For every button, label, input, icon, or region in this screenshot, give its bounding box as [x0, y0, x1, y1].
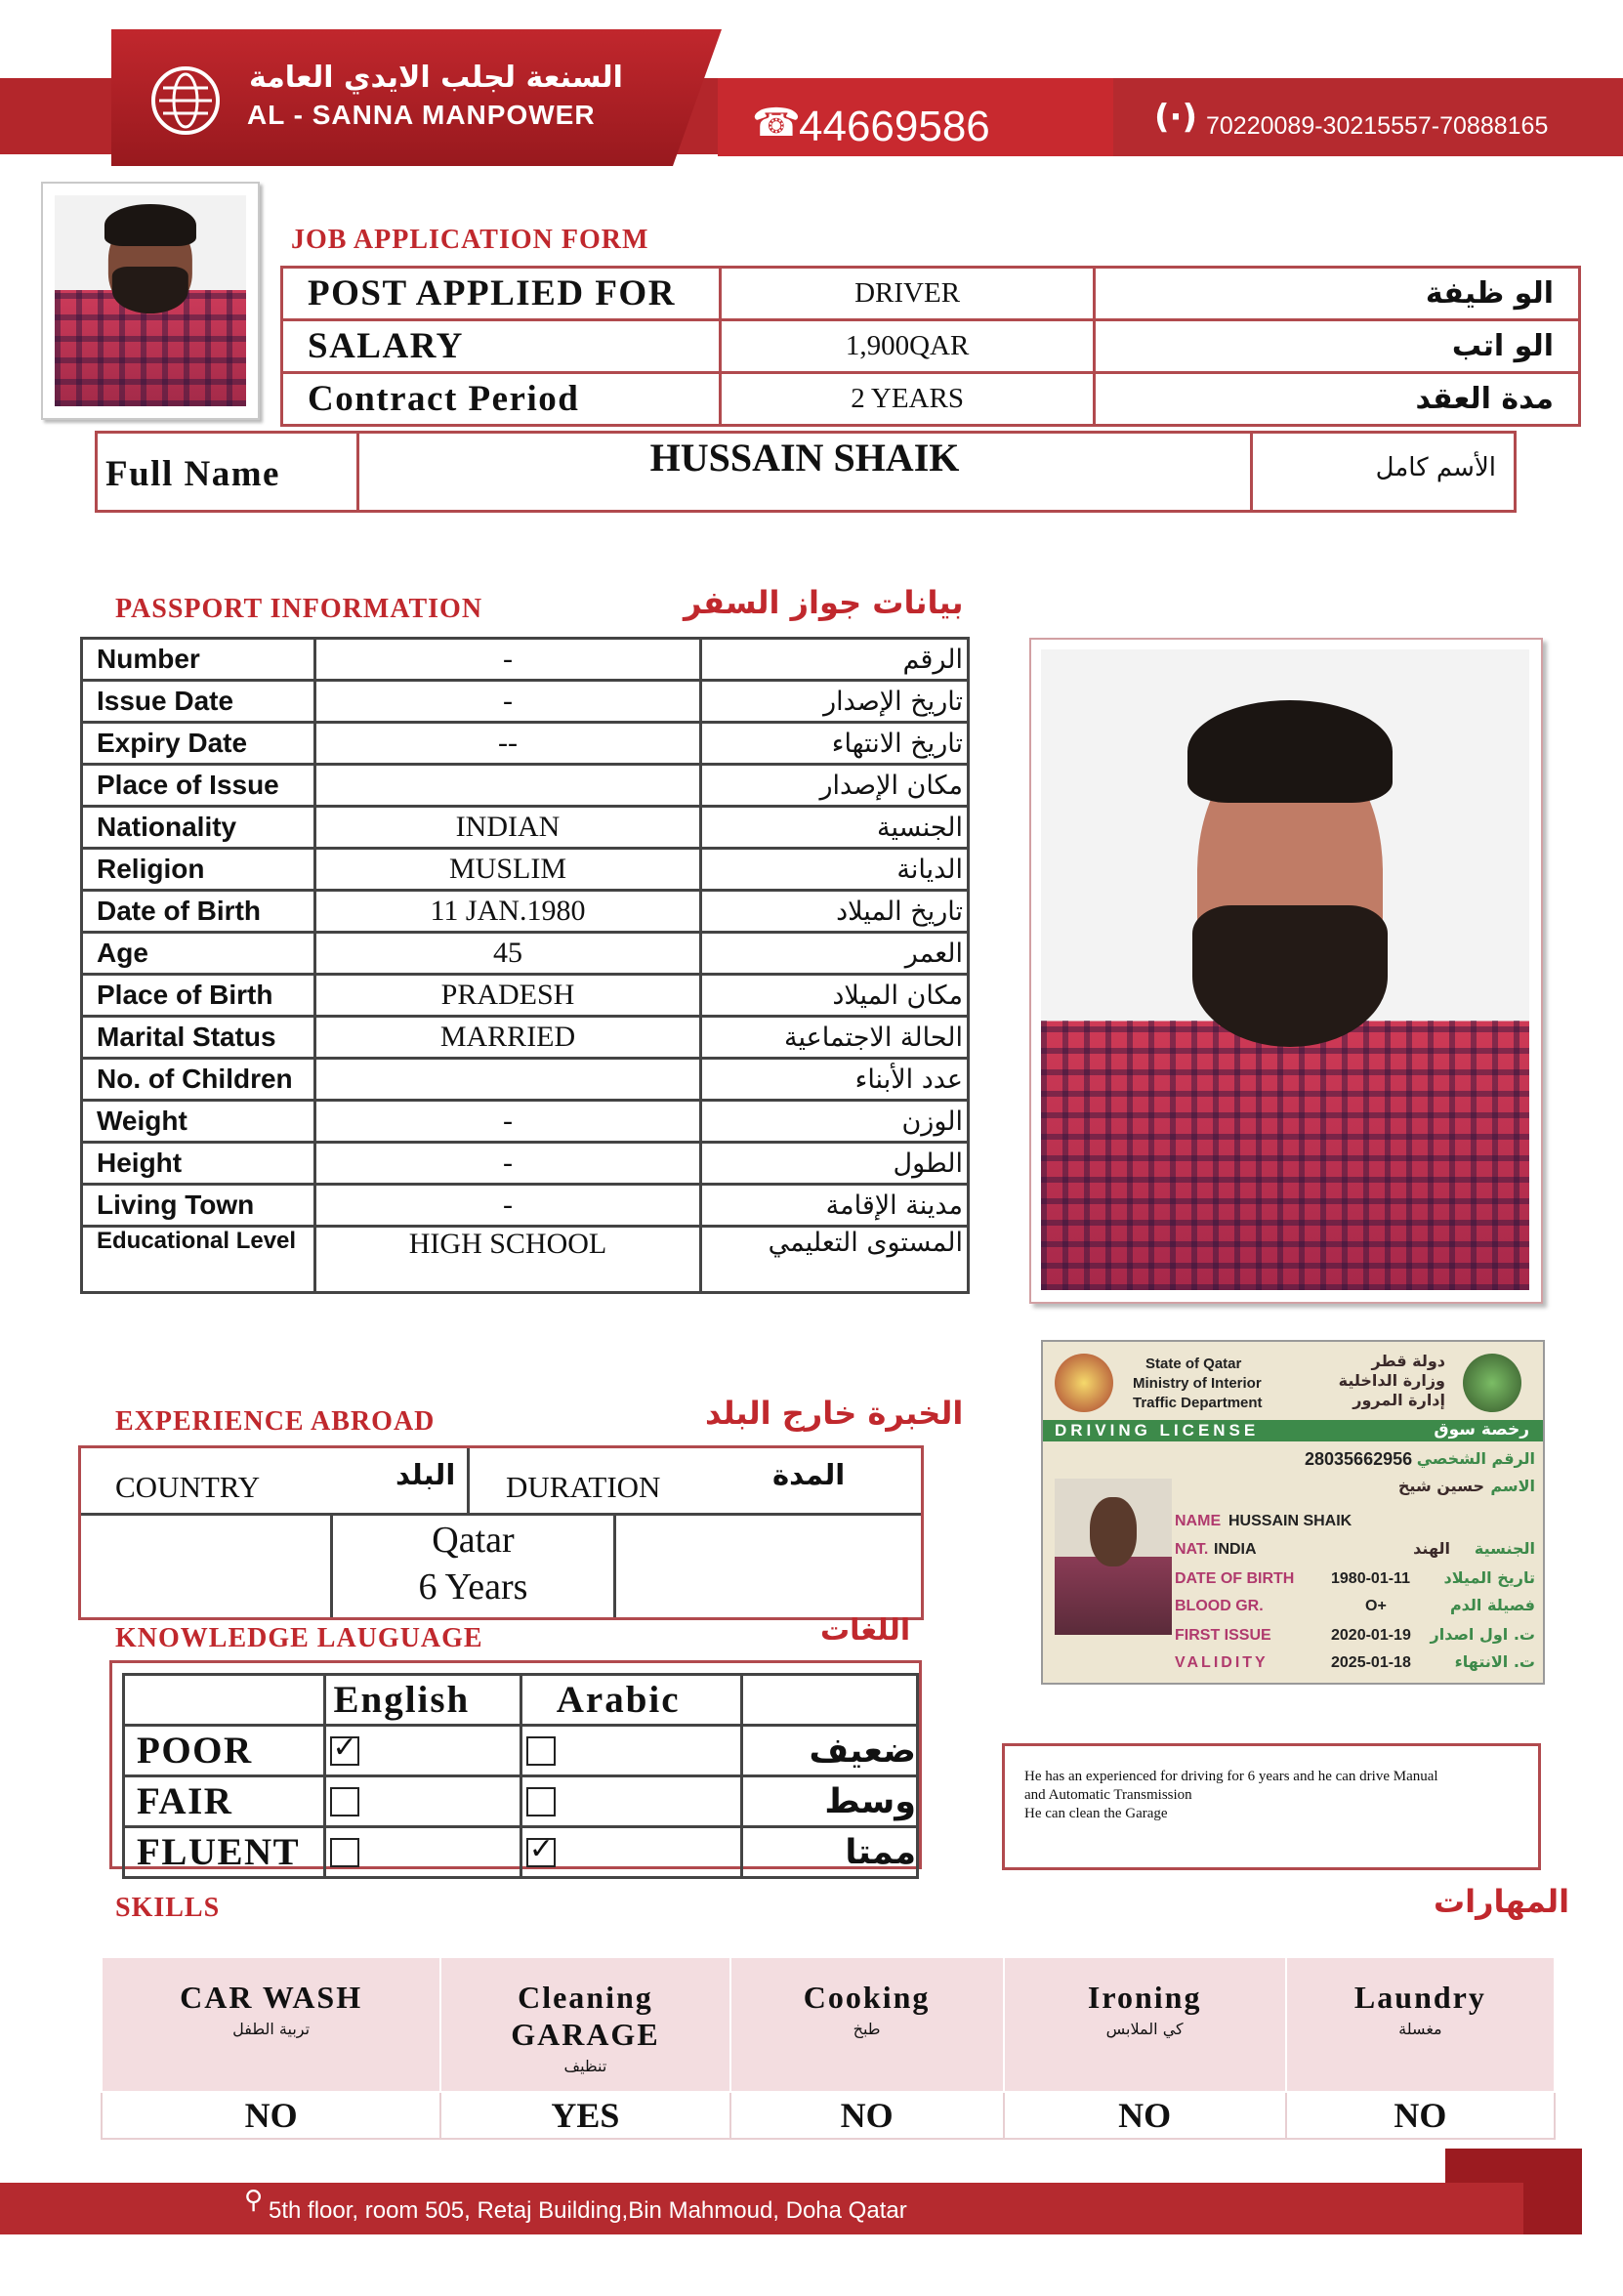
skill-value: NO [1286, 2092, 1555, 2139]
passport-field-label-arabic: مكان الإصدار [701, 765, 969, 807]
salary-label: SALARY [282, 320, 721, 373]
passport-field-value [315, 1059, 701, 1101]
license-blood: O+ [1365, 1598, 1387, 1614]
table-row [282, 373, 1580, 426]
location-pin-icon: ⚲ [244, 2186, 264, 2215]
table-row [82, 1059, 969, 1101]
table-row [124, 1675, 918, 1726]
duration-label: DURATION [506, 1470, 661, 1504]
globe-logo-icon [151, 66, 220, 135]
table-row [82, 807, 969, 849]
passport-field-label: Issue Date [82, 681, 315, 723]
language-section-title-arabic: اللغات [820, 1613, 911, 1648]
salary-value: 1,900QAR [721, 320, 1095, 373]
license-dob-label-arabic: تاريخ الميلاد [1443, 1568, 1535, 1587]
skill-name: Cooking [803, 1980, 931, 2015]
passport-field-label: Age [82, 933, 315, 975]
arabic-fluent-checkbox[interactable] [526, 1838, 556, 1867]
license-name-label-arabic: الاسم [1490, 1477, 1535, 1495]
footer-address: 5th floor, room 505, Retaj Building,Bin Mahmoud, Doha Qatar [269, 2197, 907, 2224]
passport-field-value [315, 765, 701, 807]
passport-field-label-arabic: مدينة الإقامة [701, 1185, 969, 1227]
post-value: DRIVER [721, 268, 1095, 320]
license-first-issue: 2020-01-19 [1331, 1627, 1411, 1644]
english-fair-checkbox[interactable] [330, 1787, 359, 1816]
license-state-arabic: دولة قطر [1371, 1352, 1445, 1370]
post-label: POST APPLIED FOR [282, 268, 721, 320]
company-name-arabic: السنعة لجلب الايدي العامة [249, 61, 623, 95]
passport-field-value: PRADESH [315, 975, 701, 1017]
salary-label-arabic: الو اتب [1095, 320, 1580, 373]
skill-name-arabic: طبخ [853, 2020, 881, 2038]
skill-name: Ironing [1087, 1980, 1202, 2015]
remark-line: He has an experienced for driving for 6 years and he can drive Manual [1024, 1769, 1438, 1784]
level-fluent-label: FLUENT [124, 1827, 325, 1878]
experience-section-title: EXPERIENCE ABROAD [115, 1406, 436, 1437]
contract-value: 2 YEARS [721, 373, 1095, 426]
license-photo [1055, 1479, 1172, 1635]
license-dob-label: DATE OF BIRTH [1175, 1570, 1295, 1587]
phone-number: 44669586 [799, 103, 990, 150]
passport-field-label-arabic: تاريخ الميلاد [701, 891, 969, 933]
contract-label: Contract Period [282, 373, 721, 426]
skill-value: NO [102, 2092, 440, 2139]
license-state: State of Qatar [1145, 1356, 1242, 1372]
table-row [82, 1101, 969, 1143]
passport-field-label-arabic: عدد الأبناء [701, 1059, 969, 1101]
license-name-label: NAME [1175, 1513, 1222, 1529]
license-blood-label: BLOOD GR. [1175, 1598, 1264, 1614]
table-row [102, 1957, 1555, 2092]
skills-table [101, 1956, 1556, 2140]
full-name-row [95, 431, 1517, 513]
license-nat-arabic: الهند [1413, 1539, 1450, 1558]
table-row [82, 1017, 969, 1059]
license-nat: INDIA [1214, 1541, 1257, 1558]
passport-field-label: Place of Birth [82, 975, 315, 1017]
table-row [282, 320, 1580, 373]
skill-name-arabic: تربية الطفل [232, 2020, 311, 2038]
post-table [280, 266, 1581, 427]
arabic-poor-checkbox[interactable] [526, 1736, 556, 1766]
full-name-label-arabic: الأسم كامل [1375, 453, 1496, 482]
passport-field-value: - [315, 1185, 701, 1227]
remarks-box [1002, 1743, 1541, 1870]
passport-field-label: Religion [82, 849, 315, 891]
passport-field-value: - [315, 681, 701, 723]
gcc-emblem-icon [1463, 1354, 1521, 1412]
passport-field-label: Weight [82, 1101, 315, 1143]
passport-field-label-arabic: تاريخ الإصدار [701, 681, 969, 723]
applicant-photo-small [41, 182, 260, 420]
passport-field-label: Educational Level [82, 1227, 315, 1293]
applicant-photo-large [1029, 638, 1543, 1304]
table-row [82, 1227, 969, 1293]
license-department-arabic: إدارة المرور [1352, 1391, 1445, 1409]
passport-field-label-arabic: الديانة [701, 849, 969, 891]
table-row [82, 849, 969, 891]
country-label: COUNTRY [115, 1470, 261, 1504]
license-ministry: Ministry of Interior [1133, 1375, 1262, 1392]
passport-field-label-arabic: المستوى التعليمي [701, 1227, 969, 1293]
passport-field-value: -- [315, 723, 701, 765]
remark-line: and Automatic Transmission [1024, 1787, 1192, 1803]
table-row [102, 2092, 1555, 2139]
english-poor-checkbox[interactable] [330, 1736, 359, 1766]
passport-field-label: Number [82, 639, 315, 681]
level-poor-label: POOR [124, 1726, 325, 1776]
license-nat-label-arabic: الجنسية [1474, 1539, 1535, 1558]
passport-field-label: Date of Birth [82, 891, 315, 933]
duration-label-arabic: المدة [772, 1458, 846, 1491]
license-name-arabic: حسين شيخ [1397, 1477, 1484, 1495]
table-row [282, 268, 1580, 320]
license-blood-label-arabic: فصيلة الدم [1449, 1596, 1535, 1614]
passport-field-value: HIGH SCHOOL [315, 1227, 701, 1293]
skill-value: NO [1004, 2092, 1286, 2139]
passport-field-value: MUSLIM [315, 849, 701, 891]
skill-value: YES [440, 2092, 729, 2139]
license-validity: 2025-01-18 [1331, 1654, 1411, 1671]
full-name-label: Full Name [98, 434, 359, 510]
table-row [82, 681, 969, 723]
license-title: DRIVING LICENSE [1055, 1421, 1260, 1440]
passport-field-label: Marital Status [82, 1017, 315, 1059]
table-row [82, 891, 969, 933]
license-nat-label: NAT. [1175, 1541, 1209, 1558]
table-row [82, 639, 969, 681]
license-ministry-arabic: وزارة الداخلية [1338, 1371, 1445, 1390]
license-validity-label-arabic: ت. الانتهاء [1454, 1652, 1535, 1671]
license-title-arabic: رخصة سوق [1434, 1420, 1529, 1440]
passport-field-value: INDIAN [315, 807, 701, 849]
experience-years-value: 6 Years [418, 1566, 528, 1607]
passport-section-title: PASSPORT INFORMATION [115, 594, 483, 624]
skill-name-arabic: كي الملابس [1105, 2020, 1184, 2038]
skill-name: Laundry [1353, 1980, 1486, 2015]
arabic-fair-checkbox[interactable] [526, 1787, 556, 1816]
passport-field-label-arabic: العمر [701, 933, 969, 975]
passport-field-label-arabic: الرقم [701, 639, 969, 681]
table-row [82, 933, 969, 975]
passport-table [80, 637, 970, 1294]
table-row [82, 1185, 969, 1227]
passport-field-value: - [315, 639, 701, 681]
qatar-emblem-icon [1055, 1354, 1113, 1412]
passport-field-value: 11 JAN.1980 [315, 891, 701, 933]
passport-field-label-arabic: مكان الميلاد [701, 975, 969, 1017]
table-row [124, 1726, 918, 1776]
skill-value: NO [730, 2092, 1004, 2139]
passport-field-label-arabic: الحالة الاجتماعية [701, 1017, 969, 1059]
mobile-numbers: 70220089-30215557-70888165 [1206, 112, 1549, 140]
experience-header-row [81, 1448, 921, 1516]
table-row [82, 723, 969, 765]
license-dob: 1980-01-11 [1331, 1570, 1410, 1587]
remark-line: He can clean the Garage [1024, 1806, 1168, 1821]
passport-field-value: MARRIED [315, 1017, 701, 1059]
driving-license-card [1041, 1340, 1545, 1685]
table-row [82, 975, 969, 1017]
mobile-phone-icon: (·) [1154, 98, 1197, 137]
skill-name-arabic: مغسلة [1398, 2020, 1442, 2038]
level-poor-label-arabic: ضعيف [741, 1726, 917, 1776]
passport-field-label-arabic: الطول [701, 1143, 969, 1185]
table-row [82, 1143, 969, 1185]
language-section-title: KNOWLEDGE LAUGUAGE [115, 1623, 483, 1653]
license-name: HUSSAIN SHAIK [1228, 1513, 1352, 1529]
table-row [124, 1776, 918, 1827]
country-label-arabic: البلد [395, 1458, 456, 1491]
experience-country-value: Qatar [432, 1520, 515, 1561]
telephone-icon: ☎ [752, 101, 801, 145]
passport-field-label: Height [82, 1143, 315, 1185]
skill-name: CAR WASH [180, 1980, 363, 2015]
level-fluent-label-arabic: ممتا [741, 1827, 917, 1878]
contract-label-arabic: مدة العقد [1095, 373, 1580, 426]
license-first-issue-label-arabic: ت. اول اصدار [1430, 1625, 1535, 1644]
experience-table [78, 1445, 924, 1620]
passport-field-label: Expiry Date [82, 723, 315, 765]
passport-field-label: Nationality [82, 807, 315, 849]
experience-section-title-arabic: الخبرة خارج البلد [705, 1395, 964, 1432]
skill-name-arabic: تنظيف [563, 2057, 607, 2075]
skill-name: Cleaning GARAGE [511, 1980, 660, 2052]
skills-section-title: SKILLS [115, 1893, 221, 1923]
table-row [124, 1827, 918, 1878]
english-column-header: English [324, 1675, 520, 1726]
license-title-stripe [1043, 1420, 1543, 1441]
passport-field-value: - [315, 1101, 701, 1143]
english-fluent-checkbox[interactable] [330, 1838, 359, 1867]
post-label-arabic: الو ظيفة [1095, 268, 1580, 320]
passport-field-label: Place of Issue [82, 765, 315, 807]
passport-field-label-arabic: الجنسية [701, 807, 969, 849]
passport-field-value: - [315, 1143, 701, 1185]
license-number: 28035662956 [1305, 1449, 1413, 1469]
passport-field-value: 45 [315, 933, 701, 975]
license-number-label-arabic: الرقم الشخصي [1416, 1449, 1535, 1468]
company-name: AL - SANNA MANPOWER [247, 100, 596, 130]
full-name-value: HUSSAIN SHAIK [359, 434, 1253, 510]
table-row [82, 765, 969, 807]
passport-field-label: No. of Children [82, 1059, 315, 1101]
passport-field-label-arabic: الوزن [701, 1101, 969, 1143]
arabic-column-header: Arabic [520, 1675, 741, 1726]
license-validity-label: VALIDITY [1175, 1654, 1269, 1671]
language-table [109, 1660, 922, 1873]
passport-field-label: Living Town [82, 1185, 315, 1227]
passport-field-label-arabic: تاريخ الانتهاء [701, 723, 969, 765]
form-title: JOB APPLICATION FORM [291, 225, 649, 255]
level-fair-label-arabic: وسط [741, 1776, 917, 1827]
license-department: Traffic Department [1133, 1395, 1263, 1411]
skills-section-title-arabic: المهارات [1434, 1883, 1570, 1920]
passport-section-title-arabic: بيانات جواز السفر [684, 584, 964, 621]
license-first-issue-label: FIRST ISSUE [1175, 1627, 1271, 1644]
level-fair-label: FAIR [124, 1776, 325, 1827]
